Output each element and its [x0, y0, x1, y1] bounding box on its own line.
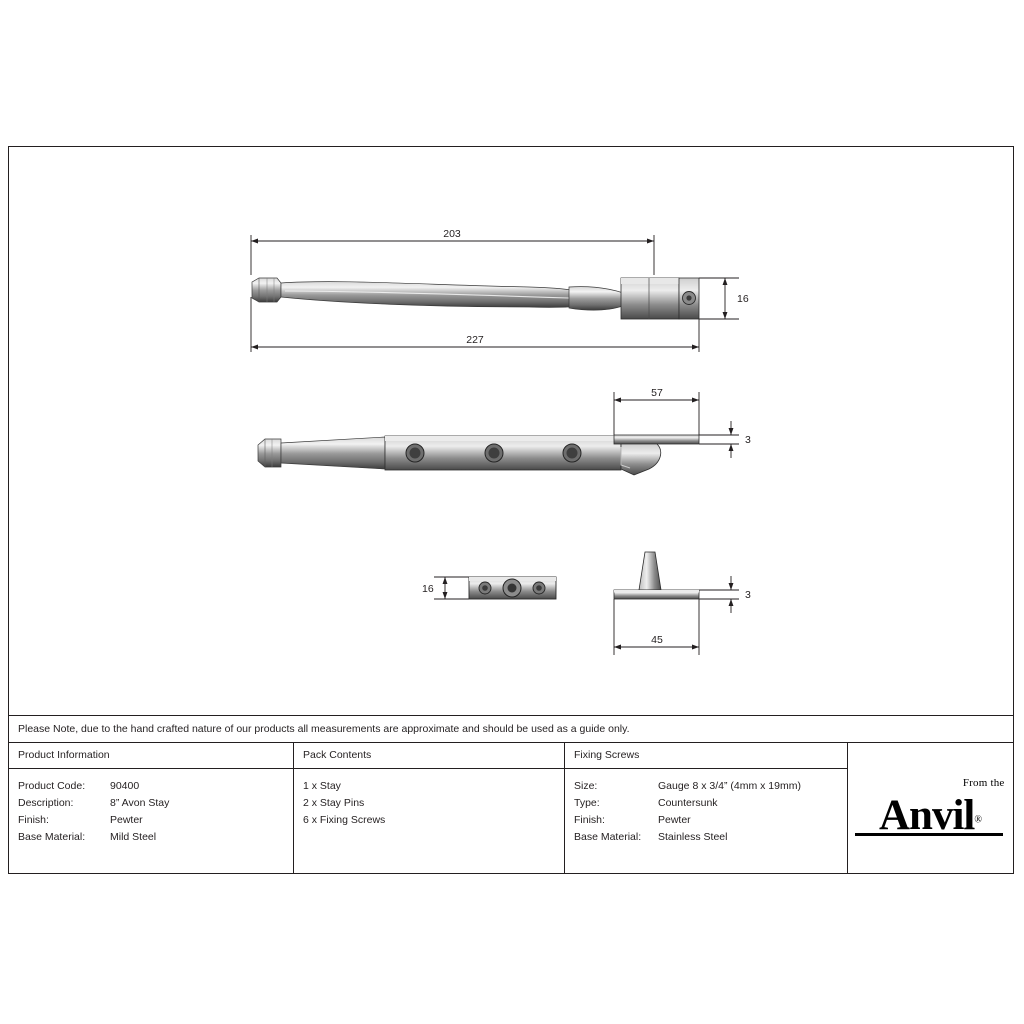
- logo-from-the-text: From the: [962, 777, 1005, 789]
- product-drawing-svg: [9, 147, 1013, 715]
- measurement-note: [9, 715, 1013, 743]
- base-material-value: Mild Steel: [110, 831, 157, 843]
- fixing-screws-column: [565, 743, 848, 873]
- anvil-logo: [855, 777, 1007, 839]
- table-row: [574, 829, 847, 846]
- screw-finish-label: Finish:: [574, 814, 605, 826]
- svg-text:227: 227: [466, 334, 484, 346]
- screw-type-value: Countersunk: [658, 797, 718, 809]
- measurement-note-text: Please Note, due to the hand crafted nature of our products all measurements are approximate and should be used as a guide only.: [18, 723, 630, 735]
- table-row: [574, 812, 847, 829]
- list-item: 1 x Stay: [303, 780, 341, 792]
- fixing-screws-header: Fixing Screws: [565, 743, 847, 769]
- table-row: [574, 795, 847, 812]
- table-row: [18, 778, 293, 795]
- pack-contents-column: [294, 743, 565, 873]
- fixing-screws-body: [565, 769, 847, 846]
- product-code-value: 90400: [110, 780, 140, 792]
- svg-text:203: 203: [443, 228, 461, 240]
- svg-text:16: 16: [422, 583, 434, 595]
- product-information-body: [9, 769, 293, 846]
- table-row: [18, 829, 293, 846]
- info-table: [9, 743, 1013, 873]
- list-item: 2 x Stay Pins: [303, 797, 365, 809]
- table-row: [18, 795, 293, 812]
- product-information-header: Product Information: [9, 743, 293, 769]
- technical-drawing-sheet: [8, 146, 1014, 874]
- drawing-area: [9, 147, 1013, 715]
- svg-text:45: 45: [651, 634, 663, 646]
- screw-base-material-value: Stainless Steel: [658, 831, 728, 843]
- screw-finish-value: Pewter: [658, 814, 691, 826]
- screw-size-label: Size:: [574, 780, 598, 792]
- svg-text:3: 3: [745, 589, 751, 601]
- description-value: 8” Avon Stay: [110, 797, 170, 809]
- screw-type-label: Type:: [574, 797, 600, 809]
- list-item: 6 x Fixing Screws: [303, 814, 386, 826]
- registered-trademark-icon: ®: [974, 814, 982, 826]
- svg-text:3: 3: [745, 434, 751, 446]
- table-row: [18, 812, 293, 829]
- pack-contents-header: Pack Contents: [294, 743, 564, 769]
- table-row: [574, 778, 847, 795]
- screw-base-material-label: Base Material:: [574, 831, 642, 843]
- description-label: Description:: [18, 797, 74, 809]
- screw-size-value: Gauge 8 x 3/4” (4mm x 19mm): [658, 780, 801, 792]
- svg-text:57: 57: [651, 387, 663, 399]
- logo-name-wrap: [855, 777, 1007, 839]
- brand-logo-column: [848, 743, 1013, 873]
- logo-name-text: Anvil: [879, 792, 975, 839]
- finish-label: Finish:: [18, 814, 49, 826]
- svg-text:16: 16: [737, 293, 749, 305]
- base-material-label: Base Material:: [18, 831, 86, 843]
- product-information-column: [9, 743, 294, 873]
- product-code-label: Product Code:: [18, 780, 86, 792]
- pack-contents-body: [294, 769, 564, 829]
- finish-value: Pewter: [110, 814, 143, 826]
